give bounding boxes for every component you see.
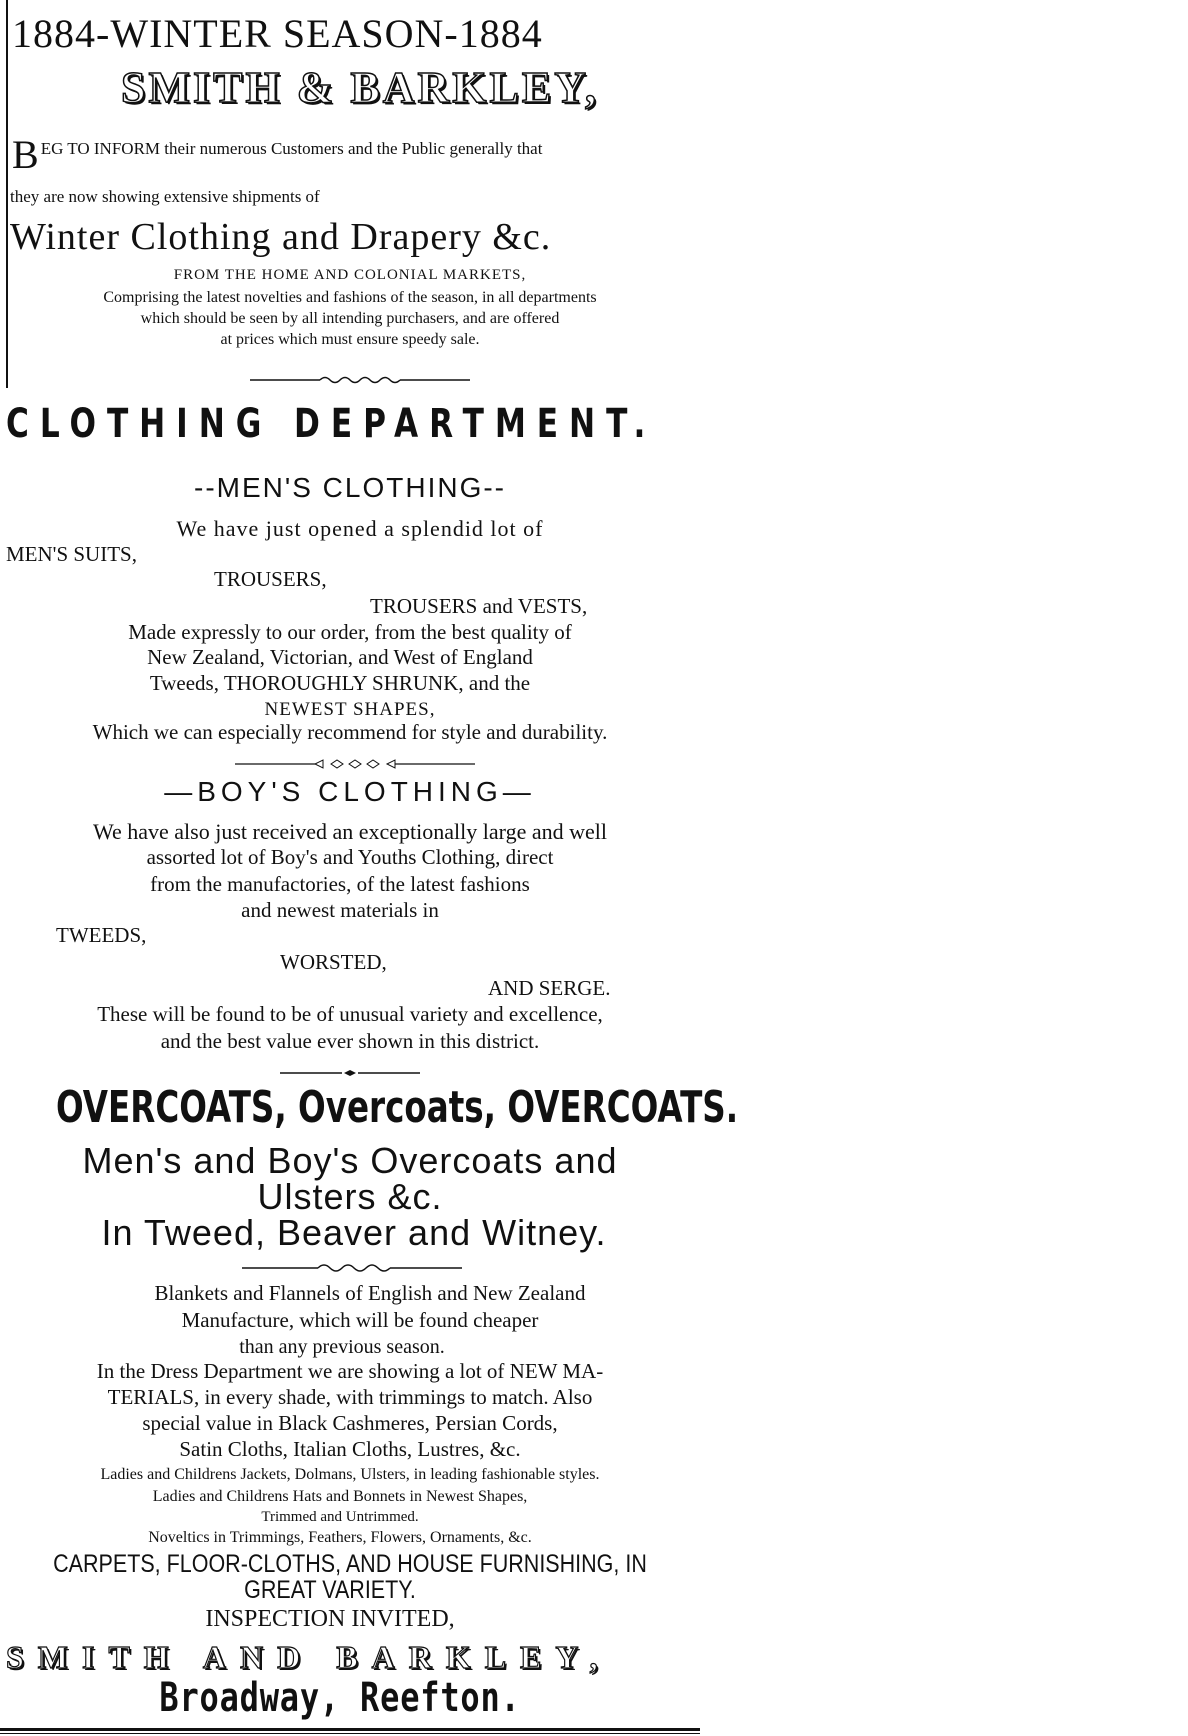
overcoats-title: OVERCOATS, Overcoats, OVERCOATS. [56,1082,739,1133]
boys-line-6: WORSTED, [280,950,387,974]
comprising-line-3: at prices which must ensure speedy sale. [220,331,480,348]
mens-line-1: We have just opened a splendid lot of [176,516,544,541]
footer-firm-ornamental: SMITH AND BARKLEY, [6,1639,612,1675]
footer-address: Broadway, Reefton. [159,1675,521,1721]
dress-line-3: special value in Black Cashmeres, Persian Cords, [142,1411,558,1435]
boys-line-1: We have also just received an exceptionally large and well [92,819,607,844]
mens-clothing-heading: --MEN'S CLOTHING-- [194,472,506,503]
firm-name-ornamental: SMITH & BARKLEY, [121,63,599,112]
carpets-line-2: GREAT VARIETY. [244,1576,416,1604]
boys-line-9: and the best value ever shown in this district. [160,1029,540,1053]
carpets-line-1: CARPETS, FLOOR-CLOTHS, AND HOUSE FURNISHING, IN [53,1550,647,1578]
dress-line-4: Satin Cloths, Italian Cloths, Lustres, &c. [179,1437,521,1461]
boys-line-7: AND SERGE. [488,976,611,1000]
overcoats-line-2: Ulsters &c. [257,1176,443,1217]
comprising-line-1: Comprising the latest novelties and fashions of the season, in all departments [103,289,597,306]
bottom-border-rule [0,1728,700,1731]
dress-line-2: TERIALS, in every shade, with trimmings to match. Also [107,1385,593,1409]
ladies-line-1: Ladies and Childrens Jackets, Dolmans, Ulsters, in leading fashionable styles. [100,1466,600,1483]
comprising-line-2: which should be seen by all intending purchasers, and are offered [140,310,560,327]
intro-paragraph [12,132,712,177]
mens-line-3: TROUSERS, [214,567,327,591]
boys-line-8: These will be found to be of unusual variety and excellence, [97,1002,603,1026]
intro-line-1: EG TO INFORM their numerous Customers and the Public generally that [40,139,543,158]
ladies-line-2: Ladies and Childrens Hats and Bonnets in Newest Shapes, [152,1488,528,1505]
overcoats-line-1: Men's and Boy's Overcoats and [82,1140,618,1181]
drop-cap-letter: B [12,132,39,177]
left-border-rule [6,0,8,388]
boys-line-4: and newest materials in [241,898,439,922]
mens-line-2: MEN'S SUITS, [6,542,137,566]
mens-line-8: NEWEST SHAPES, [264,699,436,720]
blankets-line-1: Blankets and Flannels of English and New Zealand [154,1281,586,1305]
ornamental-divider-3 [280,1068,420,1078]
dress-line-1: In the Dress Department we are showing a lot of NEW MA- [96,1359,604,1383]
boys-line-3: from the manufactories, of the latest fashions [150,872,530,896]
blankets-line-2: Manufacture, which will be found cheaper [181,1308,539,1332]
mens-line-9: Which we can especially recommend for style and durability. [92,720,608,744]
mens-line-7: Tweeds, THOROUGHLY SHRUNK, and the [149,671,531,695]
mens-line-5: Made expressly to our order, from the best quality of [128,620,572,644]
overcoats-line-3: In Tweed, Beaver and Witney. [101,1212,607,1253]
season-heading: 1884-WINTER SEASON-1884 [12,11,543,56]
boys-clothing-heading: —BOY'S CLOTHING— [164,776,536,807]
blankets-line-3: than any previous season. [239,1336,445,1358]
inspection-invited: INSPECTION INVITED, [205,1606,455,1632]
ornamental-divider-1 [250,374,470,386]
ornamental-divider-2 [235,758,475,770]
mens-line-4: TROUSERS and VESTS, [370,594,588,618]
boys-line-5: TWEEDS, [56,923,147,947]
boys-line-2: assorted lot of Boy's and Youths Clothing, direct [146,845,554,869]
intro-line-2: they are now showing extensive shipments of [10,187,320,206]
from-markets-line: FROM THE HOME AND COLONIAL MARKETS, [173,267,527,283]
bottom-border-rule-thin [0,1733,700,1734]
novelties-line: Noveltics in Trimmings, Feathers, Flowers, Ornaments, &c. [148,1529,532,1546]
headline-winter-clothing: Winter Clothing and Drapery &c. [10,216,552,258]
clothing-department-title: CLOTHING DEPARTMENT. [6,401,657,447]
ladies-line-3: Trimmed and Untrimmed. [261,1509,419,1525]
ornamental-divider-4 [242,1262,462,1274]
mens-line-6: New Zealand, Victorian, and West of England [147,645,533,669]
